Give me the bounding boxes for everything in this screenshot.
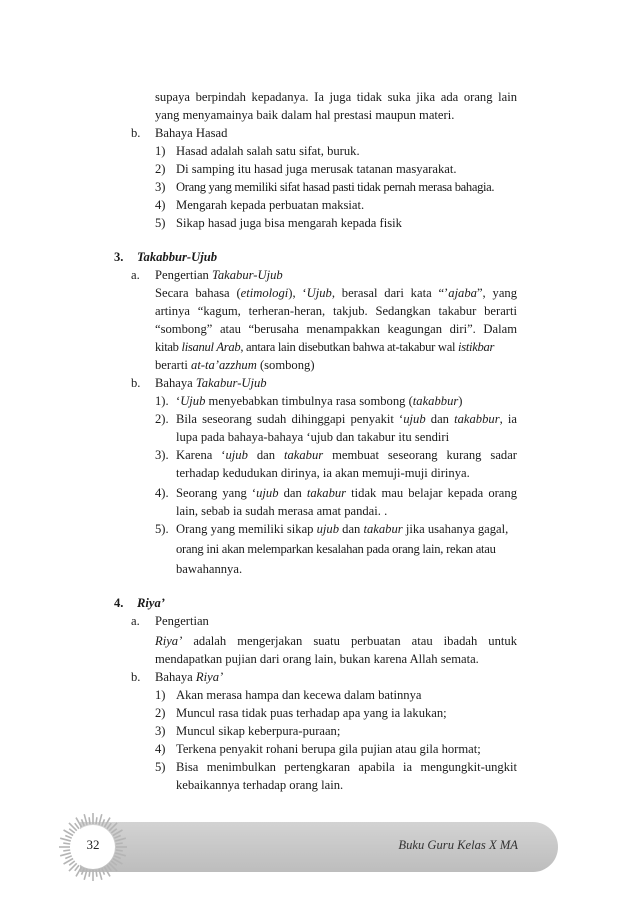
subsection-heading: Pengertian bbox=[155, 614, 209, 628]
badge-ray bbox=[99, 869, 102, 880]
paragraph-line: artinya “kagum, terheran-heran, takjub. Sedangkan takabur berarti bbox=[155, 304, 517, 318]
badge-ray bbox=[65, 856, 71, 859]
subsection-heading: Bahaya Takabur-Ujub bbox=[155, 376, 267, 390]
subsection-heading: Bahaya Riya’ bbox=[155, 670, 224, 684]
paragraph-line: Secara bahasa (etimologi), ‘Ujub, berasal dari kata “’ajaba”, yang bbox=[155, 286, 517, 300]
section-title: Riya’ bbox=[137, 596, 165, 610]
paragraph-line: “sombong” atau “berusaha menampakkan keagungan diri”. Dalam bbox=[155, 322, 517, 336]
list-marker: 1) bbox=[155, 688, 166, 702]
list-item: Hasad adalah salah satu sifat, buruk. bbox=[176, 144, 360, 158]
paragraph-line: mendapatkan pujian dari orang lain, bukan karena Allah semata. bbox=[155, 652, 479, 666]
list-item: Bila seseorang sudah dihinggapi penyakit ‘ujub dan takabbur, ia bbox=[176, 412, 518, 426]
list-item-continuation: bawahannya. bbox=[176, 562, 243, 576]
list-marker: a. bbox=[131, 268, 140, 282]
badge-ray bbox=[107, 823, 111, 829]
section-title: Takabbur-Ujub bbox=[137, 250, 218, 264]
list-item: Orang yang memiliki sikap ujub dan takabur jika usahanya gagal, bbox=[176, 522, 509, 536]
list-item: Seorang yang ‘ujub dan takabur tidak mau belajar kepada orang bbox=[176, 486, 517, 500]
paragraph-line: kitab lisanul Arab, antara lain disebutkan bahwa at-takabur wal istikbar bbox=[155, 340, 495, 354]
badge-ray bbox=[102, 819, 105, 825]
list-marker: 1). bbox=[155, 394, 169, 408]
list-marker: b. bbox=[131, 670, 141, 684]
list-item-continuation: lupa pada bahaya-bahaya ‘ujub dan takabur itu sendiri bbox=[176, 430, 450, 444]
list-item: Muncul sikap keberpura-puraan; bbox=[176, 724, 341, 738]
list-marker: 3). bbox=[155, 448, 169, 462]
section-number: 4. bbox=[114, 596, 124, 610]
list-item: Muncul rasa tidak puas terhadap apa yang ia lakukan; bbox=[176, 706, 447, 720]
list-item-continuation: kebaikannya terhadap orang lain. bbox=[176, 778, 344, 792]
badge-ray bbox=[102, 868, 105, 874]
list-item: Orang yang memiliki sifat hasad pasti tidak pernah merasa bahagia. bbox=[176, 180, 495, 194]
list-item: Sikap hasad juga bisa mengarah kepada fisik bbox=[176, 216, 402, 230]
badge-ray bbox=[96, 817, 97, 824]
page-number: 32 bbox=[86, 837, 100, 852]
badge-ray bbox=[82, 819, 85, 825]
subsection-heading: Pengertian Takabur-Ujub bbox=[155, 268, 283, 282]
paragraph-line: berarti at-ta’azzhum (sombong) bbox=[155, 358, 315, 372]
list-marker: 2) bbox=[155, 162, 166, 176]
badge-ray bbox=[96, 870, 97, 877]
list-marker: b. bbox=[131, 376, 141, 390]
text-line: yang menyamainya baik dalam hal prestasi maupun materi. bbox=[155, 108, 455, 122]
list-marker: 5) bbox=[155, 760, 166, 774]
badge-ray bbox=[111, 829, 117, 833]
badge-ray bbox=[82, 868, 85, 874]
badge-ray bbox=[89, 870, 90, 877]
list-marker: a. bbox=[131, 614, 140, 628]
paragraph-line: Riya’ adalah mengerjakan suatu perbuatan atau ibadah untuk bbox=[155, 634, 517, 648]
badge-ray bbox=[84, 814, 87, 825]
list-item: Bisa menimbulkan pertengkaran apabila ia mengungkit-ungkit bbox=[176, 760, 517, 774]
list-marker: 2) bbox=[155, 706, 166, 720]
section-number: 3. bbox=[114, 250, 124, 264]
list-item: ‘Ujub menyebabkan timbulnya rasa sombong (takabbur) bbox=[176, 394, 463, 408]
list-marker: b. bbox=[131, 126, 141, 140]
badge-ray bbox=[114, 856, 120, 859]
list-item-continuation: lain, sebab ia sudah merasa amat pandai. . bbox=[176, 504, 388, 518]
subsection-heading: Bahaya Hasad bbox=[155, 126, 228, 140]
badge-ray bbox=[75, 865, 79, 871]
badge-ray bbox=[60, 853, 71, 856]
text-line: supaya berpindah kepadanya. Ia juga tidak suka jika ada orang lain bbox=[155, 90, 517, 104]
list-item: Mengarah kepada perbuatan maksiat. bbox=[176, 198, 365, 212]
list-marker: 5). bbox=[155, 522, 169, 536]
list-marker: 3) bbox=[155, 180, 166, 194]
list-item: Terkena penyakit rohani berupa gila pujian atau gila hormat; bbox=[176, 742, 481, 756]
list-item-continuation: terhadap kedudukan dirinya, ia akan memuji-muji dirinya. bbox=[176, 466, 470, 480]
badge-ray bbox=[84, 869, 87, 880]
list-marker: 4) bbox=[155, 742, 166, 756]
list-marker: 4). bbox=[155, 486, 169, 500]
list-marker: 1) bbox=[155, 144, 166, 158]
footer-bar bbox=[80, 822, 558, 872]
badge-ray bbox=[89, 817, 90, 824]
badge-ray bbox=[99, 814, 102, 825]
badge-ray bbox=[75, 823, 79, 829]
list-item: Karena ‘ujub dan takabur membuat seseorang kurang sadar bbox=[176, 448, 517, 462]
list-item: Di samping itu hasad juga merusak tatanan masyarakat. bbox=[176, 162, 457, 176]
badge-ray bbox=[69, 861, 75, 865]
list-marker: 3) bbox=[155, 724, 166, 738]
badge-ray bbox=[115, 853, 126, 856]
badge-ray bbox=[111, 861, 117, 865]
badge-ray bbox=[107, 865, 111, 871]
list-marker: 2). bbox=[155, 412, 169, 426]
badge-ray bbox=[69, 829, 75, 833]
list-item: Akan merasa hampa dan kecewa dalam batinnya bbox=[176, 688, 422, 702]
list-item-continuation: orang ini akan melemparkan kesalahan pada orang lain, rekan atau bbox=[176, 542, 496, 556]
book-title: Buku Guru Kelas X MA bbox=[398, 838, 518, 852]
list-marker: 5) bbox=[155, 216, 166, 230]
list-marker: 4) bbox=[155, 198, 166, 212]
